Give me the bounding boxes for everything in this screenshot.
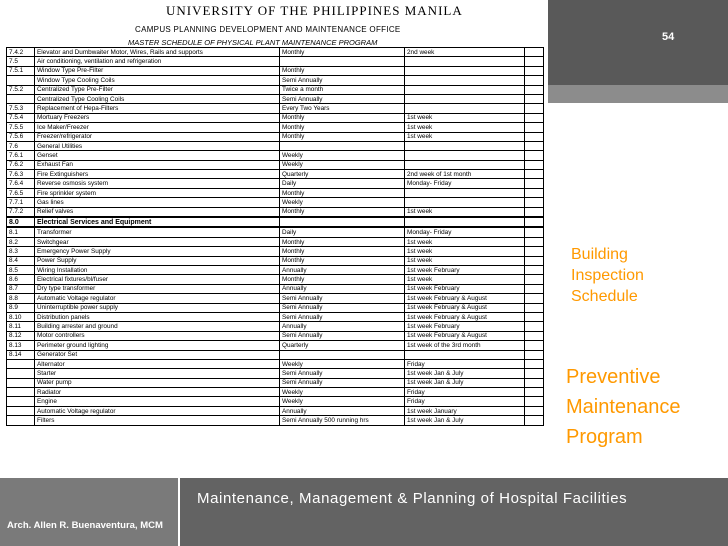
table-row [7,247,544,256]
row-frequency: Weekly [280,198,405,207]
row-frequency: Monthly [280,132,405,141]
row-frequency [280,350,405,359]
row-item: Gas lines [35,198,280,207]
row-blank [525,369,544,378]
row-blank [525,388,544,397]
table-row [7,48,544,57]
row-schedule: 1st week January [405,406,525,415]
row-frequency [280,141,405,150]
row-schedule [405,66,525,75]
row-frequency: Monthly [280,48,405,57]
table-row [7,331,544,340]
table-row [7,397,544,406]
row-frequency: Weekly [280,160,405,169]
author-name: Arch. Allen R. Buenaventura, MCM [7,520,163,531]
row-code: 7.6 [7,141,35,150]
row-code: 8.1 [7,227,35,237]
preventive-maintenance-label: Preventive Maintenance Program [566,366,681,448]
row-frequency: Semi Annually [280,369,405,378]
row-schedule: Friday [405,388,525,397]
row-schedule: 1st week [405,113,525,122]
row-blank [525,151,544,160]
row-schedule: 2nd week of 1st month [405,170,525,179]
table-row [7,141,544,150]
row-item: Freezer/refrigerator [35,132,280,141]
row-item: Elevator and Dumbwaiter Motor, Wires, Rails and supports [35,48,280,57]
row-blank [525,113,544,122]
row-frequency: Daily [280,179,405,188]
row-schedule: 1st week February [405,322,525,331]
row-schedule: 1st week of the 3rd month [405,341,525,350]
row-item: Distribution panels [35,312,280,321]
header-bar [548,0,728,85]
row-item: Electrical Services and Equipment [35,217,280,227]
row-code: 7.7.2 [7,207,35,217]
row-code [7,94,35,103]
row-blank [525,170,544,179]
slide-number: 54 [662,31,675,43]
row-blank [525,275,544,284]
row-schedule [405,57,525,66]
row-schedule: 1st week Jan & July [405,378,525,387]
row-item: Filters [35,416,280,425]
row-schedule: 1st week February & August [405,312,525,321]
row-frequency: Semi Annually [280,378,405,387]
row-schedule: Friday [405,397,525,406]
row-code: 8.3 [7,247,35,256]
row-schedule: 1st week [405,237,525,246]
row-item: Ice Maker/Freezer [35,123,280,132]
row-item: General Utilities [35,141,280,150]
row-schedule [405,198,525,207]
row-code: 7.5 [7,57,35,66]
row-blank [525,94,544,103]
row-schedule: 1st week February & August [405,294,525,303]
row-item: Mortuary Freezers [35,113,280,122]
row-frequency: Semi Annually [280,76,405,85]
footer-divider [178,478,180,546]
maintenance-schedule-table [6,47,544,426]
row-schedule: 1st week [405,132,525,141]
row-schedule: Monday- Friday [405,227,525,237]
row-frequency: Annually [280,322,405,331]
row-item: Window Type Pre-Filter [35,66,280,75]
row-frequency: Twice a month [280,85,405,94]
row-code: 8.4 [7,256,35,265]
row-schedule: 1st week [405,207,525,217]
row-schedule [405,160,525,169]
row-blank [525,123,544,132]
row-blank [525,66,544,75]
table-row [7,265,544,274]
row-frequency [280,57,405,66]
row-item: Exhaust Fan [35,160,280,169]
row-frequency: Monthly [280,207,405,217]
table-row [7,350,544,359]
row-code: 7.5.6 [7,132,35,141]
row-item: Air conditioning, ventilation and refrigeration [35,57,280,66]
row-frequency: Daily [280,227,405,237]
row-blank [525,247,544,256]
row-item: Building arrester and ground [35,322,280,331]
row-blank [525,397,544,406]
row-blank [525,312,544,321]
row-code [7,397,35,406]
row-item: Automatic Voltage regulator [35,406,280,415]
row-schedule: 1st week February & August [405,331,525,340]
row-item: Starter [35,369,280,378]
row-blank [525,198,544,207]
row-code [7,406,35,415]
table-row [7,160,544,169]
table-row [7,217,544,227]
row-code: 7.5.5 [7,123,35,132]
row-item: Dry type transformer [35,284,280,293]
row-schedule [405,350,525,359]
row-frequency: Annually [280,406,405,415]
row-frequency: Monthly [280,123,405,132]
table-row [7,275,544,284]
table-row [7,227,544,237]
row-blank [525,256,544,265]
row-blank [525,76,544,85]
row-item: Replacement of Hepa-Filters [35,104,280,113]
row-item: Perimeter ground lighting [35,341,280,350]
row-item: Uninterruptible power supply [35,303,280,312]
row-blank [525,341,544,350]
row-code: 8.12 [7,331,35,340]
row-blank [525,331,544,340]
row-schedule: 1st week Jan & July [405,416,525,425]
row-item: Alternator [35,359,280,368]
row-frequency: Monthly [280,275,405,284]
row-code: 8.0 [7,217,35,227]
row-code [7,388,35,397]
row-schedule: 1st week February [405,284,525,293]
row-blank [525,416,544,425]
accent-strip [548,85,728,103]
row-frequency: Semi Annually [280,94,405,103]
row-frequency: Monthly [280,188,405,197]
presentation-title: Maintenance, Management & Planning of Hospital Facilities [197,490,628,507]
table-row [7,359,544,368]
row-schedule [405,151,525,160]
row-code: 8.6 [7,275,35,284]
row-blank [525,294,544,303]
row-blank [525,141,544,150]
row-code: 8.7 [7,284,35,293]
table-row [7,85,544,94]
row-code [7,369,35,378]
row-blank [525,378,544,387]
table-row [7,132,544,141]
row-code: 8.2 [7,237,35,246]
row-blank [525,265,544,274]
row-code: 7.4.2 [7,48,35,57]
table-row [7,57,544,66]
row-blank [525,104,544,113]
row-code: 7.6.2 [7,160,35,169]
row-blank [525,57,544,66]
table-row [7,388,544,397]
row-item: Fire Extinguishers [35,170,280,179]
row-item: Power Supply [35,256,280,265]
footer-author-panel [0,478,178,546]
row-item: Electrical fixtures/bl/fuser [35,275,280,284]
row-schedule: 1st week [405,123,525,132]
row-frequency: Annually [280,284,405,293]
row-frequency [280,217,405,227]
row-item: Centralized Type Pre-Filter [35,85,280,94]
row-code [7,76,35,85]
row-frequency: Annually [280,265,405,274]
table-row [7,104,544,113]
row-blank [525,237,544,246]
table-row [7,341,544,350]
row-frequency: Monthly [280,113,405,122]
row-blank [525,284,544,293]
table-row [7,284,544,293]
row-item: Fire sprinkler system [35,188,280,197]
row-item: Transformer [35,227,280,237]
table-row [7,151,544,160]
row-code: 8.5 [7,265,35,274]
row-code: 8.11 [7,322,35,331]
row-blank [525,227,544,237]
table-row [7,123,544,132]
row-frequency: Monthly [280,256,405,265]
row-blank [525,406,544,415]
row-code: 7.5.3 [7,104,35,113]
row-frequency: Quarterly [280,170,405,179]
row-item: Relief valves [35,207,280,217]
row-blank [525,350,544,359]
row-schedule: 1st week February [405,265,525,274]
row-frequency: Weekly [280,388,405,397]
table-row [7,256,544,265]
row-code [7,378,35,387]
row-blank [525,179,544,188]
row-item: Emergency Power Supply [35,247,280,256]
table-row [7,378,544,387]
table-row [7,369,544,378]
row-frequency: Monthly [280,237,405,246]
row-schedule [405,85,525,94]
table-row [7,294,544,303]
row-schedule: 1st week Jan & July [405,369,525,378]
row-schedule: 1st week [405,247,525,256]
row-schedule [405,217,525,227]
row-code: 7.6.4 [7,179,35,188]
row-item: Reverse osmosis system [35,179,280,188]
building-inspection-label: Building Inspection Schedule [571,246,644,305]
row-schedule: Friday [405,359,525,368]
table-row [7,94,544,103]
row-blank [525,132,544,141]
row-code: 7.6.1 [7,151,35,160]
row-code: 7.5.1 [7,66,35,75]
table-row [7,113,544,122]
row-schedule [405,141,525,150]
row-item: Motor controllers [35,331,280,340]
row-blank [525,48,544,57]
table-row [7,237,544,246]
table-row [7,322,544,331]
row-item: Switchgear [35,237,280,246]
table-row [7,188,544,197]
row-frequency: Weekly [280,359,405,368]
row-code: 8.14 [7,350,35,359]
row-frequency: Monthly [280,66,405,75]
row-code: 8.8 [7,294,35,303]
row-schedule [405,188,525,197]
table-row [7,303,544,312]
row-frequency: Every Two Years [280,104,405,113]
row-code [7,359,35,368]
row-code: 7.6.5 [7,188,35,197]
row-item: Window Type Cooling Coils [35,76,280,85]
row-frequency: Semi Annually [280,331,405,340]
row-blank [525,303,544,312]
row-blank [525,217,544,227]
row-schedule [405,76,525,85]
row-frequency: Monthly [280,247,405,256]
row-item: Wiring Installation [35,265,280,274]
row-blank [525,85,544,94]
row-blank [525,160,544,169]
row-code: 7.5.2 [7,85,35,94]
row-code: 7.6.3 [7,170,35,179]
row-frequency: Semi Annually [280,312,405,321]
row-code: 7.7.1 [7,198,35,207]
row-schedule: 2nd week [405,48,525,57]
row-blank [525,359,544,368]
row-item: Water pump [35,378,280,387]
office-title: CAMPUS PLANNING DEVELOPMENT AND MAINTENANCE OFFICE [135,25,401,34]
table-row [7,198,544,207]
table-row [7,406,544,415]
row-code: 8.13 [7,341,35,350]
row-code: 8.10 [7,312,35,321]
row-frequency: Weekly [280,397,405,406]
row-code: 8.9 [7,303,35,312]
row-schedule: 1st week [405,275,525,284]
row-blank [525,188,544,197]
row-code [7,416,35,425]
row-item: Engine [35,397,280,406]
row-schedule: 1st week February & August [405,303,525,312]
table-row [7,179,544,188]
table-row [7,76,544,85]
row-blank [525,207,544,217]
row-schedule: Monday- Friday [405,179,525,188]
row-item: Radiator [35,388,280,397]
table-row [7,66,544,75]
table-row [7,416,544,425]
schedule-title: MASTER SCHEDULE OF PHYSICAL PLANT MAINTENANCE PROGRAM [128,38,378,47]
row-frequency: Semi Annually [280,294,405,303]
row-schedule: 1st week [405,256,525,265]
row-code: 7.5.4 [7,113,35,122]
table-row [7,170,544,179]
row-schedule [405,104,525,113]
row-item: Automatic Voltage regulator [35,294,280,303]
row-frequency: Quarterly [280,341,405,350]
university-title: UNIVERSITY OF THE PHILIPPINES MANILA [166,3,463,18]
table-row [7,207,544,217]
row-frequency: Semi Annually 500 running hrs [280,416,405,425]
row-frequency: Semi Annually [280,303,405,312]
row-item: Centralized Type Cooling Coils [35,94,280,103]
row-item: Generator Set [35,350,280,359]
row-blank [525,322,544,331]
row-frequency: Weekly [280,151,405,160]
table-row [7,312,544,321]
row-schedule [405,94,525,103]
row-item: Genset [35,151,280,160]
